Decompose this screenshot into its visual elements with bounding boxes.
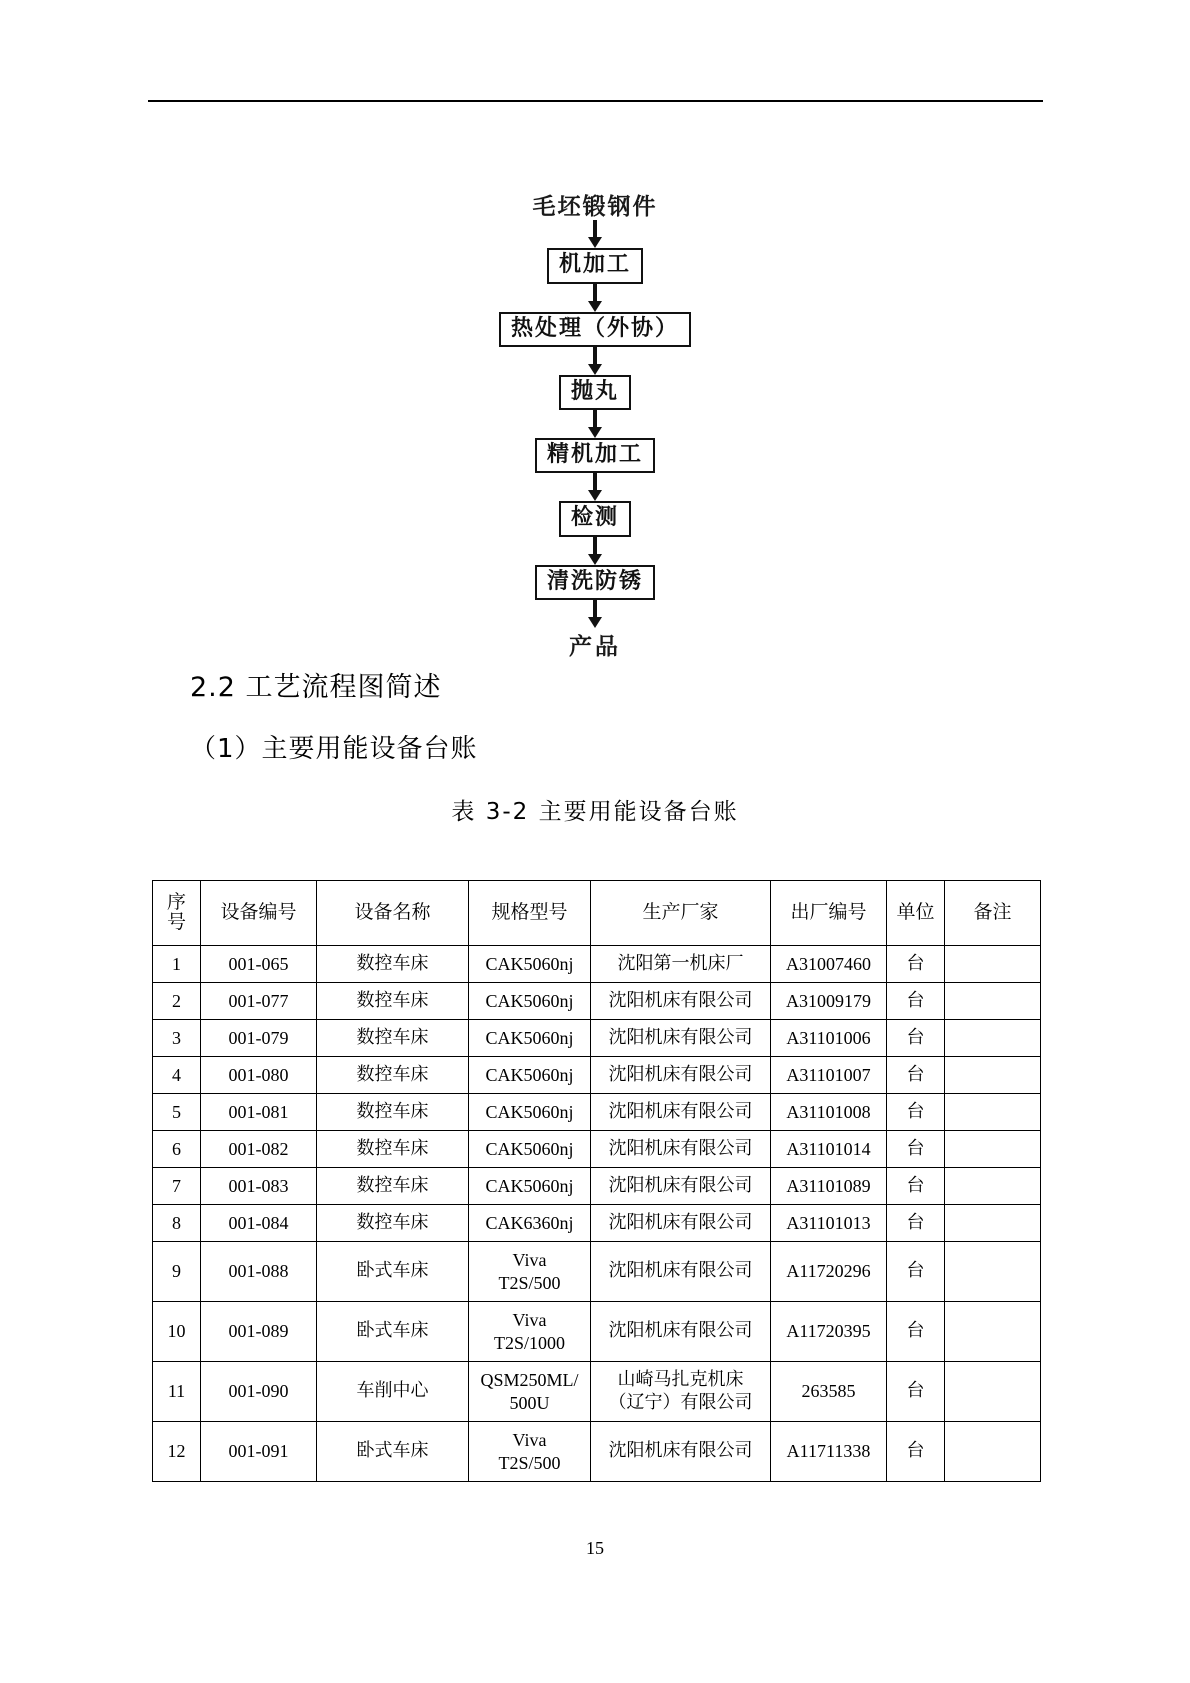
cell-model: Viva T2S/1000 bbox=[469, 1302, 591, 1362]
cell-equipment-name: 数控车床 bbox=[317, 1020, 469, 1057]
cell-index: 12 bbox=[153, 1422, 201, 1482]
flow-node-6: 清洗防锈 bbox=[535, 565, 655, 600]
cell-equipment-name: 卧式车床 bbox=[317, 1422, 469, 1482]
flow-node-5: 检测 bbox=[559, 501, 631, 536]
col-header-unit: 单位 bbox=[887, 881, 945, 946]
cell-index: 9 bbox=[153, 1242, 201, 1302]
cell-serial: A31007460 bbox=[771, 946, 887, 983]
flow-arrow-icon bbox=[588, 600, 602, 628]
flow-arrow-icon bbox=[588, 284, 602, 312]
flow-node-3: 抛丸 bbox=[559, 375, 631, 410]
flow-arrow-icon bbox=[588, 473, 602, 501]
table-row bbox=[153, 1302, 1041, 1362]
cell-remark bbox=[945, 1242, 1041, 1302]
cell-equipment-code: 001-089 bbox=[201, 1302, 317, 1362]
cell-model: Viva T2S/500 bbox=[469, 1242, 591, 1302]
cell-equipment-code: 001-065 bbox=[201, 946, 317, 983]
cell-equipment-code: 001-079 bbox=[201, 1020, 317, 1057]
table-row bbox=[153, 1094, 1041, 1131]
cell-index: 4 bbox=[153, 1057, 201, 1094]
cell-equipment-name: 数控车床 bbox=[317, 1057, 469, 1094]
cell-serial: A11720296 bbox=[771, 1242, 887, 1302]
table-caption: 表 3-2 主要用能设备台账 bbox=[451, 799, 739, 825]
cell-manufacturer: 沈阳机床有限公司 bbox=[591, 1168, 771, 1205]
cell-equipment-name: 车削中心 bbox=[317, 1362, 469, 1422]
cell-index: 2 bbox=[153, 983, 201, 1020]
page-number: 15 bbox=[586, 1538, 604, 1558]
table-header-row bbox=[153, 881, 1041, 946]
cell-model: CAK5060nj bbox=[469, 1168, 591, 1205]
flow-arrow-icon bbox=[588, 410, 602, 438]
flow-arrow-icon bbox=[588, 347, 602, 375]
flow-arrow-icon bbox=[588, 537, 602, 565]
cell-unit: 台 bbox=[887, 1168, 945, 1205]
cell-serial: A11711338 bbox=[771, 1422, 887, 1482]
cell-equipment-name: 数控车床 bbox=[317, 1205, 469, 1242]
cell-model: CAK5060nj bbox=[469, 946, 591, 983]
cell-model: CAK5060nj bbox=[469, 1094, 591, 1131]
cell-unit: 台 bbox=[887, 946, 945, 983]
cell-manufacturer: 沈阳机床有限公司 bbox=[591, 1020, 771, 1057]
cell-remark bbox=[945, 946, 1041, 983]
col-header-manufacturer: 生产厂家 bbox=[591, 881, 771, 946]
cell-unit: 台 bbox=[887, 983, 945, 1020]
flow-node-2: 热处理（外协） bbox=[499, 312, 691, 347]
cell-remark bbox=[945, 1131, 1041, 1168]
cell-serial: A31101014 bbox=[771, 1131, 887, 1168]
cell-unit: 台 bbox=[887, 1094, 945, 1131]
cell-serial: A31101013 bbox=[771, 1205, 887, 1242]
cell-unit: 台 bbox=[887, 1020, 945, 1057]
flow-arrow-icon bbox=[588, 220, 602, 248]
cell-manufacturer: 沈阳机床有限公司 bbox=[591, 983, 771, 1020]
header-rule bbox=[148, 100, 1043, 102]
cell-equipment-code: 001-081 bbox=[201, 1094, 317, 1131]
cell-unit: 台 bbox=[887, 1242, 945, 1302]
cell-index: 7 bbox=[153, 1168, 201, 1205]
table-row bbox=[153, 1242, 1041, 1302]
flow-node-1: 机加工 bbox=[547, 248, 643, 283]
table-row bbox=[153, 946, 1041, 983]
col-header-model: 规格型号 bbox=[469, 881, 591, 946]
equipment-ledger-table bbox=[152, 880, 1040, 1482]
cell-manufacturer: 沈阳机床有限公司 bbox=[591, 1131, 771, 1168]
cell-manufacturer: 沈阳机床有限公司 bbox=[591, 1422, 771, 1482]
cell-index: 3 bbox=[153, 1020, 201, 1057]
cell-equipment-name: 卧式车床 bbox=[317, 1242, 469, 1302]
cell-manufacturer: 山崎马扎克机床 （辽宁）有限公司 bbox=[591, 1362, 771, 1422]
cell-manufacturer: 沈阳机床有限公司 bbox=[591, 1094, 771, 1131]
cell-serial: A31101007 bbox=[771, 1057, 887, 1094]
cell-unit: 台 bbox=[887, 1205, 945, 1242]
cell-unit: 台 bbox=[887, 1302, 945, 1362]
table-row bbox=[153, 1020, 1041, 1057]
table-row bbox=[153, 1131, 1041, 1168]
table-row bbox=[153, 1205, 1041, 1242]
cell-remark bbox=[945, 1057, 1041, 1094]
cell-remark bbox=[945, 983, 1041, 1020]
cell-equipment-code: 001-080 bbox=[201, 1057, 317, 1094]
cell-unit: 台 bbox=[887, 1362, 945, 1422]
cell-index: 5 bbox=[153, 1094, 201, 1131]
cell-manufacturer: 沈阳机床有限公司 bbox=[591, 1057, 771, 1094]
cell-equipment-name: 数控车床 bbox=[317, 946, 469, 983]
cell-serial: A31009179 bbox=[771, 983, 887, 1020]
cell-remark bbox=[945, 1020, 1041, 1057]
cell-serial: A31101089 bbox=[771, 1168, 887, 1205]
subsection-heading: （1）主要用能设备台账 bbox=[190, 734, 478, 764]
cell-index: 11 bbox=[153, 1362, 201, 1422]
table-row bbox=[153, 1422, 1041, 1482]
process-flow-diagram bbox=[0, 195, 1190, 661]
cell-model: CAK5060nj bbox=[469, 1020, 591, 1057]
cell-unit: 台 bbox=[887, 1422, 945, 1482]
cell-equipment-code: 001-083 bbox=[201, 1168, 317, 1205]
table-row bbox=[153, 983, 1041, 1020]
cell-unit: 台 bbox=[887, 1057, 945, 1094]
cell-equipment-name: 数控车床 bbox=[317, 1168, 469, 1205]
cell-manufacturer: 沈阳机床有限公司 bbox=[591, 1302, 771, 1362]
cell-remark bbox=[945, 1205, 1041, 1242]
cell-serial: A31101006 bbox=[771, 1020, 887, 1057]
cell-model: CAK6360nj bbox=[469, 1205, 591, 1242]
cell-serial: 263585 bbox=[771, 1362, 887, 1422]
cell-equipment-code: 001-090 bbox=[201, 1362, 317, 1422]
table-row bbox=[153, 1362, 1041, 1422]
cell-remark bbox=[945, 1362, 1041, 1422]
cell-model: CAK5060nj bbox=[469, 983, 591, 1020]
col-header-remark: 备注 bbox=[945, 881, 1041, 946]
cell-manufacturer: 沈阳机床有限公司 bbox=[591, 1205, 771, 1242]
col-header-serial: 出厂编号 bbox=[771, 881, 887, 946]
flow-start-label: 毛坯锻钢件 bbox=[532, 194, 658, 220]
cell-remark bbox=[945, 1168, 1041, 1205]
cell-serial: A31101008 bbox=[771, 1094, 887, 1131]
table-row bbox=[153, 1168, 1041, 1205]
cell-remark bbox=[945, 1302, 1041, 1362]
cell-equipment-code: 001-091 bbox=[201, 1422, 317, 1482]
cell-index: 8 bbox=[153, 1205, 201, 1242]
cell-manufacturer: 沈阳机床有限公司 bbox=[591, 1242, 771, 1302]
cell-remark bbox=[945, 1094, 1041, 1131]
cell-serial: A11720395 bbox=[771, 1302, 887, 1362]
cell-equipment-name: 数控车床 bbox=[317, 1131, 469, 1168]
flow-node-4: 精机加工 bbox=[535, 438, 655, 473]
cell-manufacturer: 沈阳第一机床厂 bbox=[591, 946, 771, 983]
cell-index: 1 bbox=[153, 946, 201, 983]
cell-equipment-name: 数控车床 bbox=[317, 1094, 469, 1131]
col-header-index: 序 号 bbox=[153, 881, 201, 946]
cell-index: 10 bbox=[153, 1302, 201, 1362]
col-header-equipment-code: 设备编号 bbox=[201, 881, 317, 946]
cell-model: QSM250ML/ 500U bbox=[469, 1362, 591, 1422]
cell-equipment-code: 001-082 bbox=[201, 1131, 317, 1168]
cell-equipment-name: 卧式车床 bbox=[317, 1302, 469, 1362]
cell-equipment-code: 001-084 bbox=[201, 1205, 317, 1242]
table-row bbox=[153, 1057, 1041, 1094]
cell-equipment-name: 数控车床 bbox=[317, 983, 469, 1020]
cell-equipment-code: 001-077 bbox=[201, 983, 317, 1020]
cell-index: 6 bbox=[153, 1131, 201, 1168]
cell-unit: 台 bbox=[887, 1131, 945, 1168]
cell-model: CAK5060nj bbox=[469, 1057, 591, 1094]
cell-equipment-code: 001-088 bbox=[201, 1242, 317, 1302]
col-header-equipment-name: 设备名称 bbox=[317, 881, 469, 946]
cell-model: Viva T2S/500 bbox=[469, 1422, 591, 1482]
flow-end-label: 产品 bbox=[569, 634, 621, 661]
section-heading: 2.2 工艺流程图简述 bbox=[190, 672, 442, 703]
cell-remark bbox=[945, 1422, 1041, 1482]
cell-model: CAK5060nj bbox=[469, 1131, 591, 1168]
